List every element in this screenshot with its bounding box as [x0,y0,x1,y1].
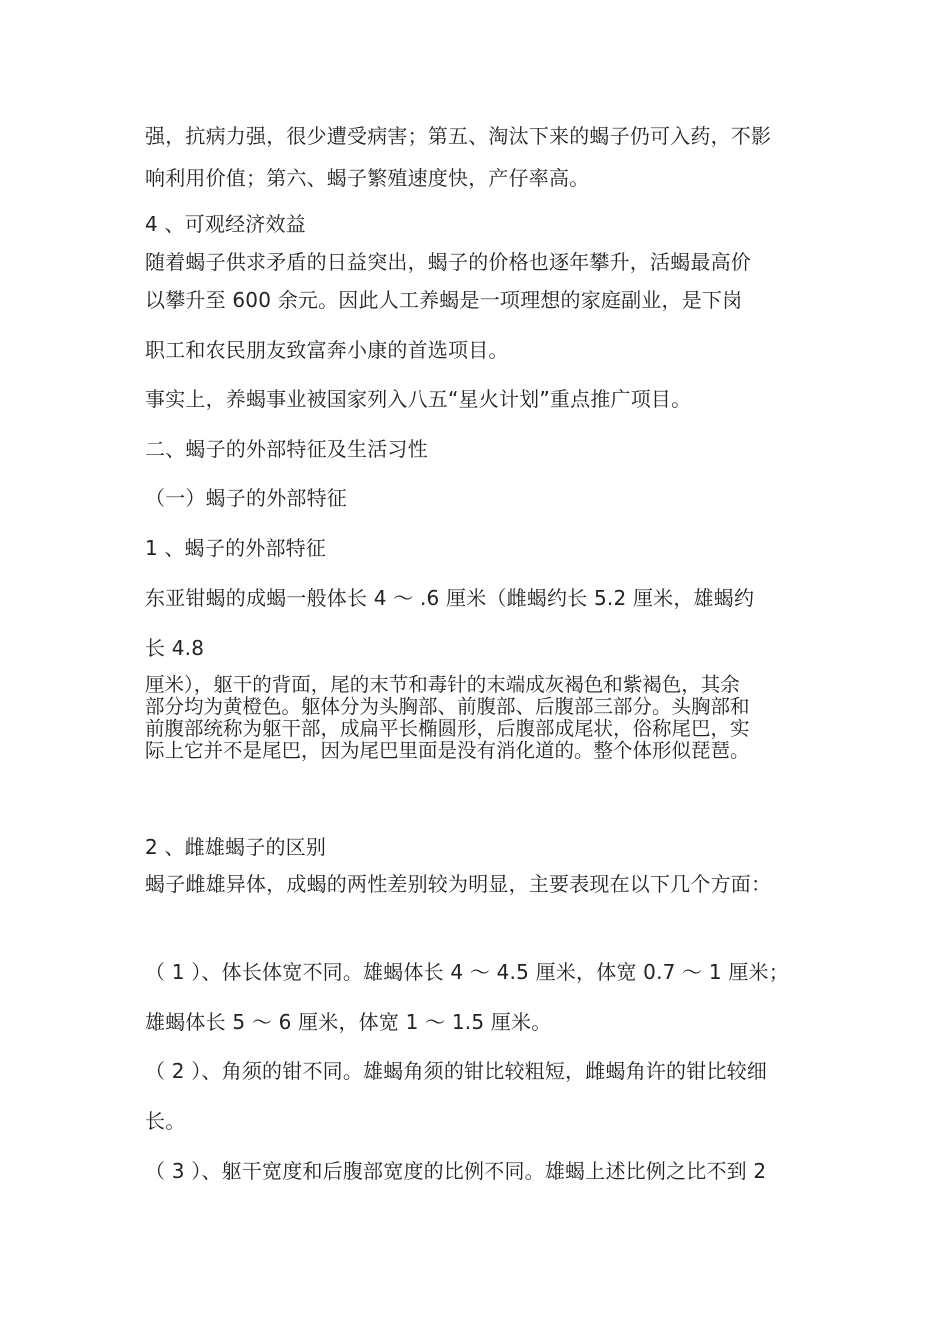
text-line: 长。 [145,1109,186,1133]
text-line: 际上它并不是尾巴，因为尾巴里面是没有消化道的。整个体形似琵琶。 [145,739,750,762]
text-line: （ 3 ）、躯干宽度和后腹部宽度的比例不同。雄蝎上述比例之比不到 2 [145,1159,767,1183]
text-line: （ 1 ）、体长体宽不同。雄蝎体长 4 ～ 4.5 厘米，体宽 0.7 ～ 1 厘米； [145,960,789,984]
text-line: （ 2 ）、角须的钳不同。雄蝎角须的钳比较粗短，雌蝎角许的钳比较细 [145,1059,768,1083]
text-line: 雄蝎体长 5 ～ 6 厘米，体宽 1 ～ 1.5 厘米。 [145,1010,552,1034]
section-heading: （一）蝎子的外部特征 [145,486,347,510]
text-line: 部分均为黄橙色。躯体分为头胸部、前腹部、后腹部三部分。头胸部和 [145,695,750,718]
text-line: 强，抗病力强，很少遭受病害；第五、淘汰下来的蝎子仍可入药，不影 [145,124,772,148]
text-line: 事实上，养蝎事业被国家列入八五“星火计划”重点推广项目。 [145,387,692,411]
text-line: 职工和农民朋友致富奔小康的首选项目。 [145,338,509,362]
text-line: 蝎子雌雄异体，成蝎的两性差别较为明显，主要表现在以下几个方面： [145,872,772,896]
dense-paragraph [145,674,825,762]
text-line: 前腹部统称为躯干部，成扁平长椭圆形，后腹部成尾状，俗称尾巴，实 [145,717,750,740]
text-line: 以攀升至 600 余元。因此人工养蝎是一项理想的家庭副业，是下岗 [145,288,743,312]
section-heading: 二、蝎子的外部特征及生活习性 [145,437,428,461]
text-line: 长 4.8 [145,636,205,660]
text-line: 厘米），躯干的背面，尾的末节和毒针的末端成灰褐色和紫褐色，其余 [145,673,740,696]
section-heading: 1 、蝎子的外部特征 [145,536,327,560]
text-line: 随着蝎子供求矛盾的日益突出，蝎子的价格也逐年攀升，活蝎最高价 [145,250,751,274]
section-heading: 4 、可观经济效益 [145,212,306,236]
text-line: 东亚钳蝎的成蝎一般体长 4 ～ .6 厘米（雌蝎约长 5.2 厘米，雄蝎约 [145,586,755,610]
text-line: 响利用价值；第六、蝎子繁殖速度快，产仔率高。 [145,166,590,190]
section-heading: 2 、雌雄蝎子的区别 [145,835,327,859]
